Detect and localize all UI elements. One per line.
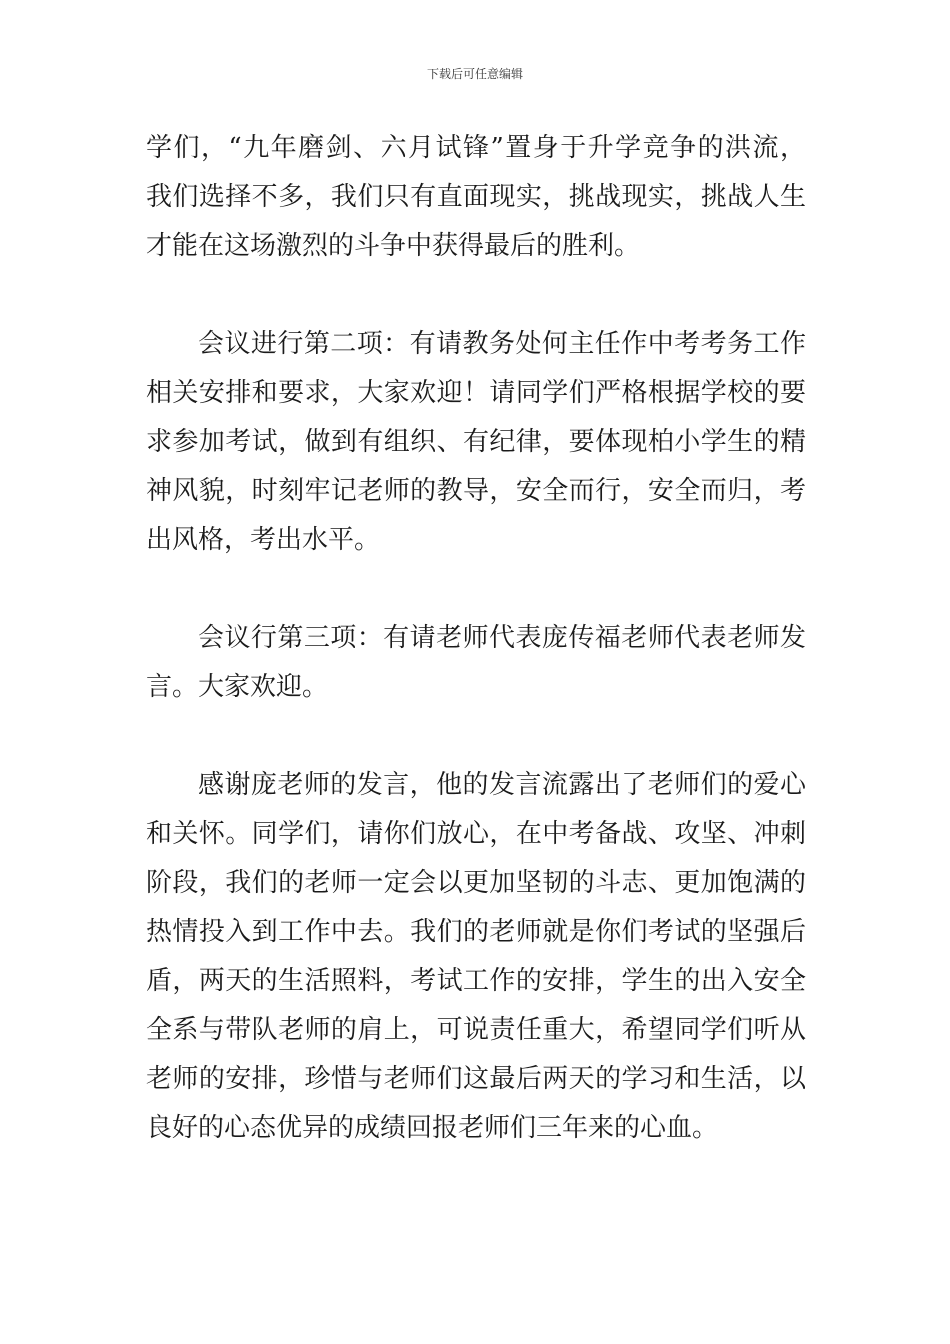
paragraph-line: 会议进行第二项：有请教务处何主任作中考考务工作 (198, 329, 806, 359)
paragraph-line: 良好的心态优异的成绩回报老师们三年来的心血。 (146, 1113, 719, 1143)
document-body (146, 124, 806, 1153)
paragraph-line: 感谢庞老师的发言，他的发言流露出了老师们的爱心 (198, 770, 806, 800)
paragraph-line: 相关安排和要求，大家欢迎！请同学们严格根据学校的要 (146, 378, 806, 408)
paragraph-line: 言。大家欢迎。 (146, 672, 329, 702)
page-header: 下载后可任意编辑 (426, 67, 523, 81)
paragraph-line: 我们选择不多，我们只有直面现实，挑战现实，挑战人生 (146, 182, 806, 212)
paragraph-line: 会议行第三项：有请老师代表庞传福老师代表老师发 (198, 623, 806, 653)
paragraph-line: 出风格，考出水平。 (146, 525, 381, 555)
paragraph-3 (146, 614, 806, 712)
paragraph-4 (146, 761, 806, 1153)
paragraph-line: 和关怀。同学们，请你们放心，在中考备战、攻坚、冲刺 (146, 819, 806, 849)
paragraph-line: 阶段，我们的老师一定会以更加坚韧的斗志、更加饱满的 (146, 868, 806, 898)
paragraph-2 (146, 320, 806, 565)
paragraph-line: 求参加考试，做到有组织、有纪律，要体现柏小学生的精 (146, 427, 806, 457)
paragraph-line: 盾，两天的生活照料，考试工作的安排，学生的出入安全 (146, 966, 806, 996)
paragraph-line: 老师的安排，珍惜与老师们这最后两天的学习和生活，以 (146, 1064, 806, 1094)
paragraph-line: 学们，“九年磨剑、六月试锋”置身于升学竞争的洪流， (146, 133, 806, 163)
paragraph-line: 全系与带队老师的肩上，可说责任重大，希望同学们听从 (146, 1015, 806, 1045)
paragraph-line: 才能在这场激烈的斗争中获得最后的胜利。 (146, 231, 641, 261)
paragraph-line: 神风貌，时刻牢记老师的教导，安全而行，安全而归，考 (146, 476, 806, 506)
paragraph-1 (146, 124, 806, 271)
paragraph-line: 热情投入到工作中去。我们的老师就是你们考试的坚强后 (146, 917, 806, 947)
